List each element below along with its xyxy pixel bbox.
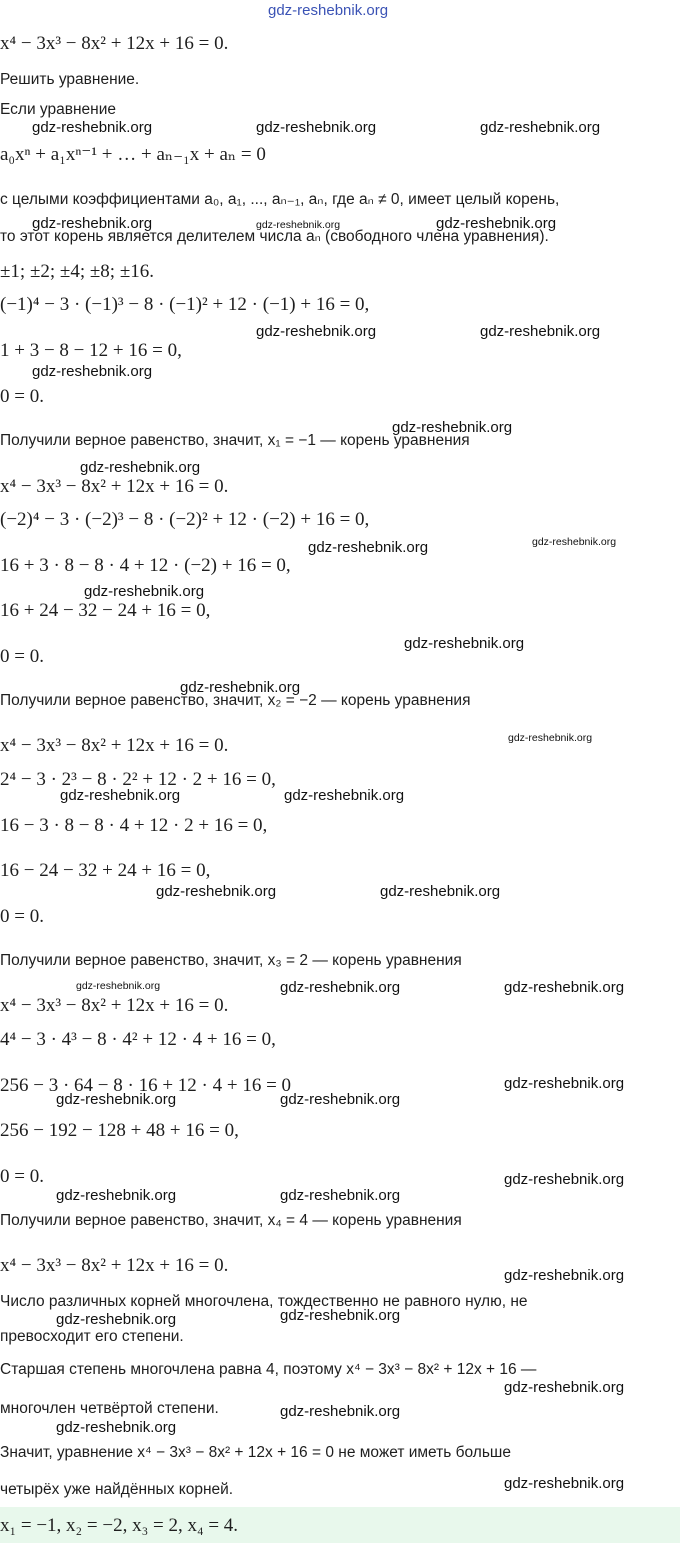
- watermark-text: gdz-reshebnik.org: [256, 219, 341, 231]
- check-line: 256 − 192 − 128 + 48 + 16 = 0,: [0, 1120, 239, 1141]
- watermark-text: gdz-reshebnik.org: [60, 787, 181, 804]
- check-line: 0 = 0.: [0, 1166, 44, 1187]
- theorem-text: с целыми коэффициентами a₀, a₁, ..., aₙ₋₁, aₙ, где aₙ ≠ 0, имеет целый корень,: [0, 191, 560, 208]
- watermark-text: gdz-reshebnik.org: [508, 732, 593, 744]
- watermark-text: gdz-reshebnik.org: [80, 459, 201, 476]
- watermark-text: gdz-reshebnik.org: [380, 883, 501, 900]
- theorem-text: Число различных корней многочлена, тождественно не равного нулю, не: [0, 1293, 528, 1310]
- watermark-text: gdz-reshebnik.org: [84, 583, 205, 600]
- watermark-text: gdz-reshebnik.org: [56, 1091, 177, 1108]
- watermark-text: gdz-reshebnik.org: [256, 323, 377, 340]
- watermark-text: gdz-reshebnik.org: [504, 1075, 625, 1092]
- degree-statement: многочлен четвёртой степени.: [0, 1400, 219, 1417]
- watermark-text: gdz-reshebnik.org: [480, 119, 601, 136]
- watermark-text: gdz-reshebnik.org: [308, 539, 429, 556]
- equation-line: x⁴ − 3x³ − 8x² + 12x + 16 = 0.: [0, 476, 229, 497]
- watermark-text: gdz-reshebnik.org: [480, 323, 601, 340]
- watermark-text: gdz-reshebnik.org: [32, 119, 153, 136]
- watermark-text: gdz-reshebnik.org: [56, 1187, 177, 1204]
- check-line: 16 + 3 · 8 − 8 · 4 + 12 · (−2) + 16 = 0,: [0, 555, 291, 576]
- general-polynomial: a₀xⁿ + a₁xⁿ⁻¹ + … + aₙ₋₁x + aₙ = 0: [0, 144, 266, 165]
- check-line: 0 = 0.: [0, 386, 44, 407]
- check-line: 16 − 3 · 8 − 8 · 4 + 12 · 2 + 16 = 0,: [0, 815, 268, 836]
- check-line: 4⁴ − 3 · 4³ − 8 · 4² + 12 · 4 + 16 = 0,: [0, 1029, 276, 1050]
- watermark-text: gdz-reshebnik.org: [280, 1403, 401, 1420]
- check-line: 0 = 0.: [0, 646, 44, 667]
- check-line: 0 = 0.: [0, 906, 44, 927]
- conclusion-text: четырёх уже найдённых корней.: [0, 1481, 234, 1498]
- watermark-text: gdz-reshebnik.org: [280, 1307, 401, 1324]
- check-line: (−2)⁴ − 3 · (−2)³ − 8 · (−2)² + 12 · (−2) + 16 = 0,: [0, 509, 370, 530]
- watermark-text: gdz-reshebnik.org: [180, 679, 301, 696]
- watermark-text: gdz-reshebnik.org: [284, 787, 405, 804]
- watermark-text: gdz-reshebnik.org: [504, 1475, 625, 1492]
- check-line: 16 − 24 − 32 + 24 + 16 = 0,: [0, 860, 211, 881]
- equation-line: x⁴ − 3x³ − 8x² + 12x + 16 = 0.: [0, 33, 229, 54]
- divisor-list: ±1; ±2; ±4; ±8; ±16.: [0, 261, 155, 282]
- watermark-text: gdz-reshebnik.org: [532, 536, 617, 548]
- watermark-text: gdz-reshebnik.org: [404, 635, 525, 652]
- check-line: (−1)⁴ − 3 · (−1)³ − 8 · (−1)² + 12 · (−1) + 16 = 0,: [0, 294, 370, 315]
- root-conclusion: Получили верное равенство, значит, x₃ = 2 — корень уравнения: [0, 952, 462, 969]
- equation-line: x⁴ − 3x³ − 8x² + 12x + 16 = 0.: [0, 735, 229, 756]
- watermark-text: gdz-reshebnik.org: [56, 1311, 177, 1328]
- watermark-text: gdz-reshebnik.org: [280, 979, 401, 996]
- check-line: 16 + 24 − 32 − 24 + 16 = 0,: [0, 600, 211, 621]
- watermark-text: gdz-reshebnik.org: [392, 419, 513, 436]
- watermark-text: gdz-reshebnik.org: [280, 1091, 401, 1108]
- check-line: 2⁴ − 3 · 2³ − 8 · 2² + 12 · 2 + 16 = 0,: [0, 769, 276, 790]
- watermark-text: gdz-reshebnik.org: [504, 1171, 625, 1188]
- watermark-text: gdz-reshebnik.org: [504, 1379, 625, 1396]
- watermark-text: gdz-reshebnik.org: [32, 363, 153, 380]
- conclusion-text: Значит, уравнение x⁴ − 3x³ − 8x² + 12x + 16 = 0 не может иметь больше: [0, 1444, 511, 1461]
- theorem-text: превосходит его степени.: [0, 1328, 184, 1345]
- equation-line: x⁴ − 3x³ − 8x² + 12x + 16 = 0.: [0, 995, 229, 1016]
- final-answer: x₁ = −1, x₂ = −2, x₃ = 2, x₄ = 4.: [0, 1515, 239, 1536]
- watermark-text: gdz-reshebnik.org: [76, 980, 161, 992]
- watermark-text: gdz-reshebnik.org: [256, 119, 377, 136]
- header-watermark: gdz-reshebnik.org: [268, 2, 389, 19]
- theorem-text: Если уравнение: [0, 101, 116, 118]
- check-line: 1 + 3 − 8 − 12 + 16 = 0,: [0, 340, 182, 361]
- theorem-text: то этот корень является делителем числа aₙ (свободного члена уравнения).: [0, 228, 549, 245]
- equation-line: x⁴ − 3x³ − 8x² + 12x + 16 = 0.: [0, 1255, 229, 1276]
- root-conclusion: Получили верное равенство, значит, x₁ = −1 — корень уравнения: [0, 432, 470, 449]
- root-conclusion: Получили верное равенство, значит, x₄ = 4 — корень уравнения: [0, 1212, 462, 1229]
- watermark-text: gdz-reshebnik.org: [156, 883, 277, 900]
- task-statement: Решить уравнение.: [0, 71, 140, 88]
- watermark-text: gdz-reshebnik.org: [504, 979, 625, 996]
- degree-statement: Старшая степень многочлена равна 4, поэтому x⁴ − 3x³ − 8x² + 12x + 16 —: [0, 1361, 537, 1378]
- check-line: 256 − 3 · 64 − 8 · 16 + 12 · 4 + 16 = 0: [0, 1075, 292, 1096]
- watermark-text: gdz-reshebnik.org: [32, 215, 153, 232]
- root-conclusion: Получили верное равенство, значит, x₂ = −2 — корень уравнения: [0, 692, 471, 709]
- watermark-text: gdz-reshebnik.org: [280, 1187, 401, 1204]
- watermark-text: gdz-reshebnik.org: [56, 1419, 177, 1436]
- watermark-text: gdz-reshebnik.org: [436, 215, 557, 232]
- watermark-text: gdz-reshebnik.org: [504, 1267, 625, 1284]
